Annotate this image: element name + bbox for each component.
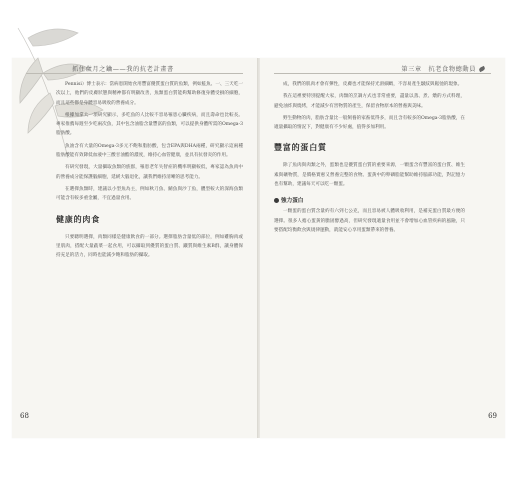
paragraph: 魚油含有大量的Omega-3多元不飽和脂肪酸，包含EPA與DHA兩種，研究顯示這兩種脂肪酸能有效降低血液中三酸甘油酯的濃度，維持心血管健康，並具有抗發炎的作用。	[56, 143, 243, 159]
paragraph: 只要聰明選擇，肉類同樣是健康飲食的一部分。選擇脂肪含量低的部位，例如雞胸肉或里肌肉，搭配大量蔬菜一起食用，可以攝取到優質的蛋白質、鐵質與維生素B群，讓身體保持充足的活力，同時也能減少飽和脂肪的攝取。	[56, 234, 243, 259]
section-title: 健康的肉食	[56, 213, 100, 224]
running-head-text: 第三章 抗老食物總動員	[401, 66, 476, 73]
left-text-block	[56, 80, 243, 263]
header-rule	[274, 73, 491, 74]
left-page	[12, 58, 257, 438]
running-head-left: 抓住歲月之鑰——我的抗老計畫書	[72, 66, 174, 73]
paragraph: 一顆蛋的蛋白質含量約有六到七公克，而且容易被人體吸收利用，是補充蛋白質最方便的選擇。很多人擔心蛋黃的膽固醇過高，但研究發現適量食用並不會增加心血管疾病的風險，只要搭配均衡飲食與規律運動，就能安心享用蛋類帶來的營養。	[274, 209, 465, 233]
header-rule	[26, 73, 243, 74]
right-page	[260, 58, 505, 438]
subhead	[274, 196, 465, 204]
page-number: 68	[20, 412, 29, 420]
paragraph: Pennisi）博士表示：當病患開始食用豐富優質蛋白質的魚類，例如鮭魚、一、三天吃一次以上，他們的皮膚狀態與精神都有明顯改善，魚類蛋白質能夠幫助修復身體受損的細胞，而且這些都是身體容易吸收的營養成分。	[56, 82, 243, 106]
paragraph: 根據加拿大一項研究顯示，多吃魚的人比較不容易罹患心臟疾病，而且壽命也比較長。專家推薦每週至少吃兩次魚，其中包含油脂含量豐富的魚類，可以提供身體所需的Omega-3脂肪酸。	[56, 112, 243, 137]
paragraph: 我在這裡要特別提醒大家，肉類的烹調方式也非常重要，盡量以蒸、煮、燉的方式料理，避免油炸與燒烤，才能減少有害物質的產生，保留食物原本的營養與美味。	[274, 94, 465, 109]
paragraph: 有研究發現，大量攝取魚類的族群，罹患老年失智症的機率明顯較低，專家認為魚肉中的營養成分能保護腦細胞，延緩大腦退化，讓我們維持清晰的思考能力。	[56, 165, 243, 180]
paragraph: 除了魚肉與肉類之外，蛋類也是優質蛋白質的重要來源，一顆蛋含有豐富的蛋白質、維生素與礦物質，是價格實惠又營養完整的食物。蛋黃中的卵磷脂能幫助維持腦部功能，對記憶力也有幫助，建議每天可以吃一顆蛋。	[274, 163, 465, 188]
section-title: 豐富的蛋白質	[274, 142, 327, 153]
paragraph: 在選擇魚類時，建議以小型魚為主，例如秋刀魚、鯖魚與沙丁魚，體型較大的深海魚類可能含有較多重金屬，不宜過量食用。	[56, 186, 243, 202]
paragraph: 成，我們的肌肉才會有彈性，皮膚也才能保持光滑細緻，不容易產生皺紋與鬆弛的現象。	[283, 82, 463, 87]
subhead-label: 強力蛋白	[281, 198, 304, 205]
leaf-icon	[478, 66, 485, 72]
right-text-block	[274, 80, 465, 238]
paragraph: 野生動物的肉，脂肪含量比一般飼養的家畜低得多，而且含有較多的Omega-3脂肪酸，在適量攝取的情況下，對健康有不少好處，值得多加利用。	[274, 115, 465, 131]
running-head-right	[401, 64, 485, 73]
bullet-icon	[274, 198, 279, 203]
page-number: 69	[488, 412, 497, 420]
